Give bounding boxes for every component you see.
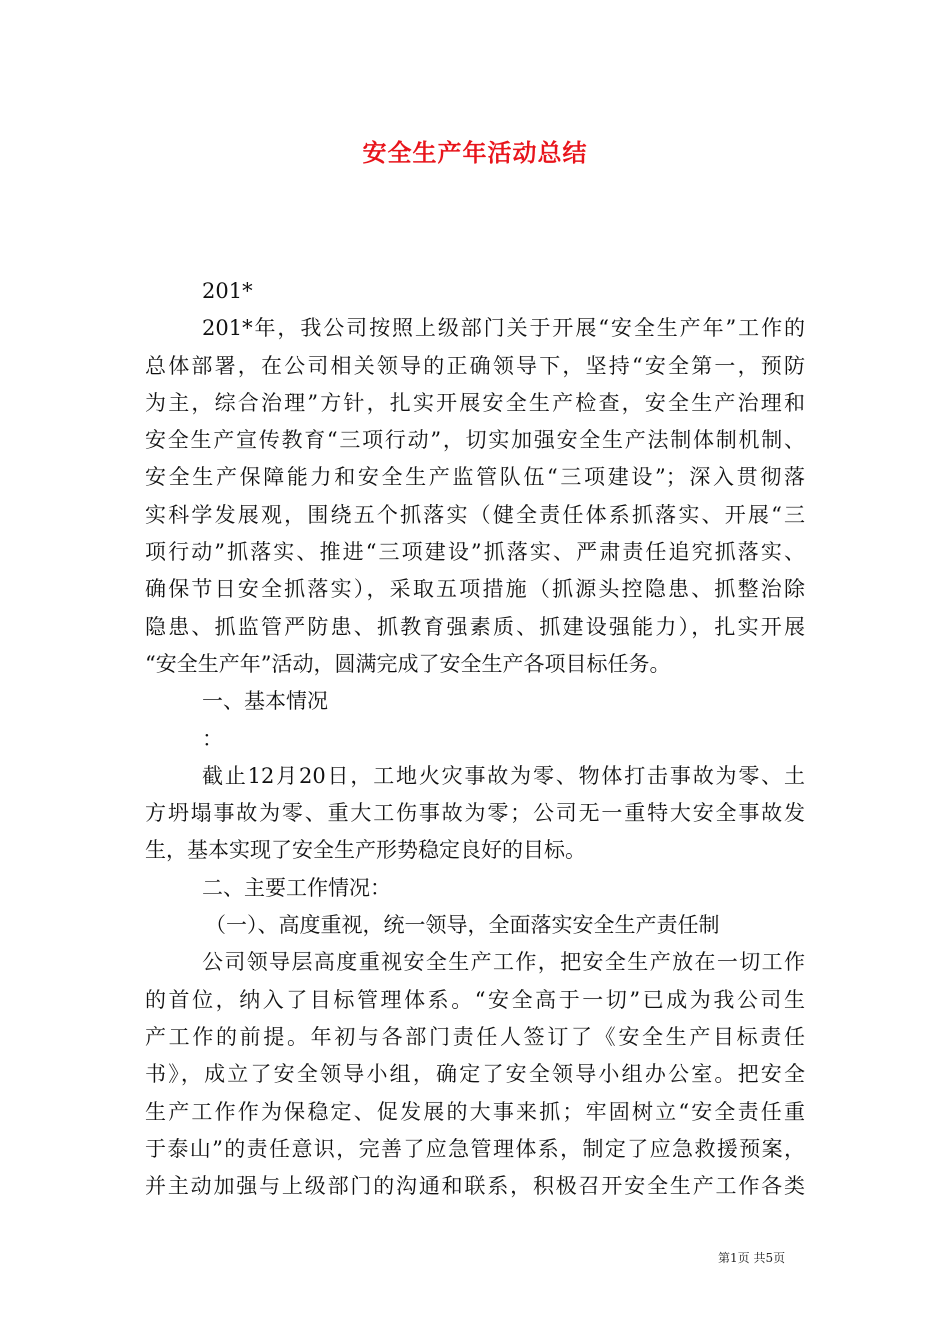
text-line: 生，基本实现了安全生产形势稳定良好的目标。 (145, 838, 586, 863)
text-line: 确保节日安全抓落实），采取五项措施（抓源头控隐患、抓整治除 (145, 577, 805, 602)
text-line: 生产工作作为保稳定、促发展的大事来抓；牢固树立“安全责任重 (145, 1099, 805, 1124)
paragraph (145, 758, 805, 870)
text-line: 书》，成立了安全领导小组，确定了安全领导小组办公室。把安全 (145, 1062, 805, 1087)
paragraph (145, 870, 805, 907)
text-line: 一、基本情况 (202, 689, 328, 714)
text-line: 二、主要工作情况： (202, 875, 391, 900)
text-line: 实科学发展观，围绕五个抓落实（健全责任体系抓落实、开展“三 (145, 502, 805, 527)
text-line: 201* (202, 279, 253, 303)
text-line: 于泰山”的责任意识，完善了应急管理体系，制定了应急救援预案， (145, 1136, 805, 1161)
text-line: 为主，综合治理”方针，扎实开展安全生产检查，安全生产治理和 (145, 390, 805, 415)
paragraph (145, 944, 805, 1205)
document-body (145, 273, 805, 1205)
page-number-footer: 第1页 共5页 (718, 1251, 786, 1265)
text-line: 安全生产保障能力和安全生产监管队伍“三项建设”；深入贯彻落 (145, 465, 805, 490)
text-line: 公司领导层高度重视安全生产工作，把安全生产放在一切工作 (202, 950, 805, 975)
text-line: 201*年，我公司按照上级部门关于开展“安全生产年”工作的 (202, 316, 805, 341)
text-line: ： (202, 726, 223, 751)
text-line: （一）、高度重视，统一领导，全面落实安全生产责任制 (205, 913, 720, 938)
text-line: 方坍塌事故为零、重大工伤事故为零；公司无一重特大安全事故发 (145, 801, 805, 826)
text-line: 总体部署，在公司相关领导的正确领导下，坚持“安全第一，预防 (145, 353, 805, 378)
text-line: 截止12月20日，工地火灾事故为零、物体打击事故为零、土 (202, 763, 805, 788)
text-line: “安全生产年”活动，圆满完成了安全生产各项目标任务。 (145, 651, 671, 676)
paragraph (145, 273, 805, 310)
text-line: 隐患、抓监管严防患、抓教育强素质、抓建设强能力），扎实开展 (145, 614, 805, 639)
paragraph (145, 683, 805, 720)
text-line: 项行动”抓落实、推进“三项建设”抓落实、严肃责任追究抓落实、 (145, 540, 805, 565)
document-title: 安全生产年活动总结 (362, 138, 588, 167)
text-line: 产工作的前提。年初与各部门责任人签订了《安全生产目标责任 (145, 1024, 805, 1049)
text-line: 的首位，纳入了目标管理体系。“安全高于一切”已成为我公司生 (145, 987, 805, 1012)
paragraph (145, 721, 805, 758)
text-line: 并主动加强与上级部门的沟通和联系，积极召开安全生产工作各类 (145, 1174, 805, 1199)
text-line: 安全生产宣传教育“三项行动”，切实加强安全生产法制体制机制、 (145, 428, 805, 453)
paragraph (145, 310, 805, 683)
paragraph (145, 907, 805, 944)
